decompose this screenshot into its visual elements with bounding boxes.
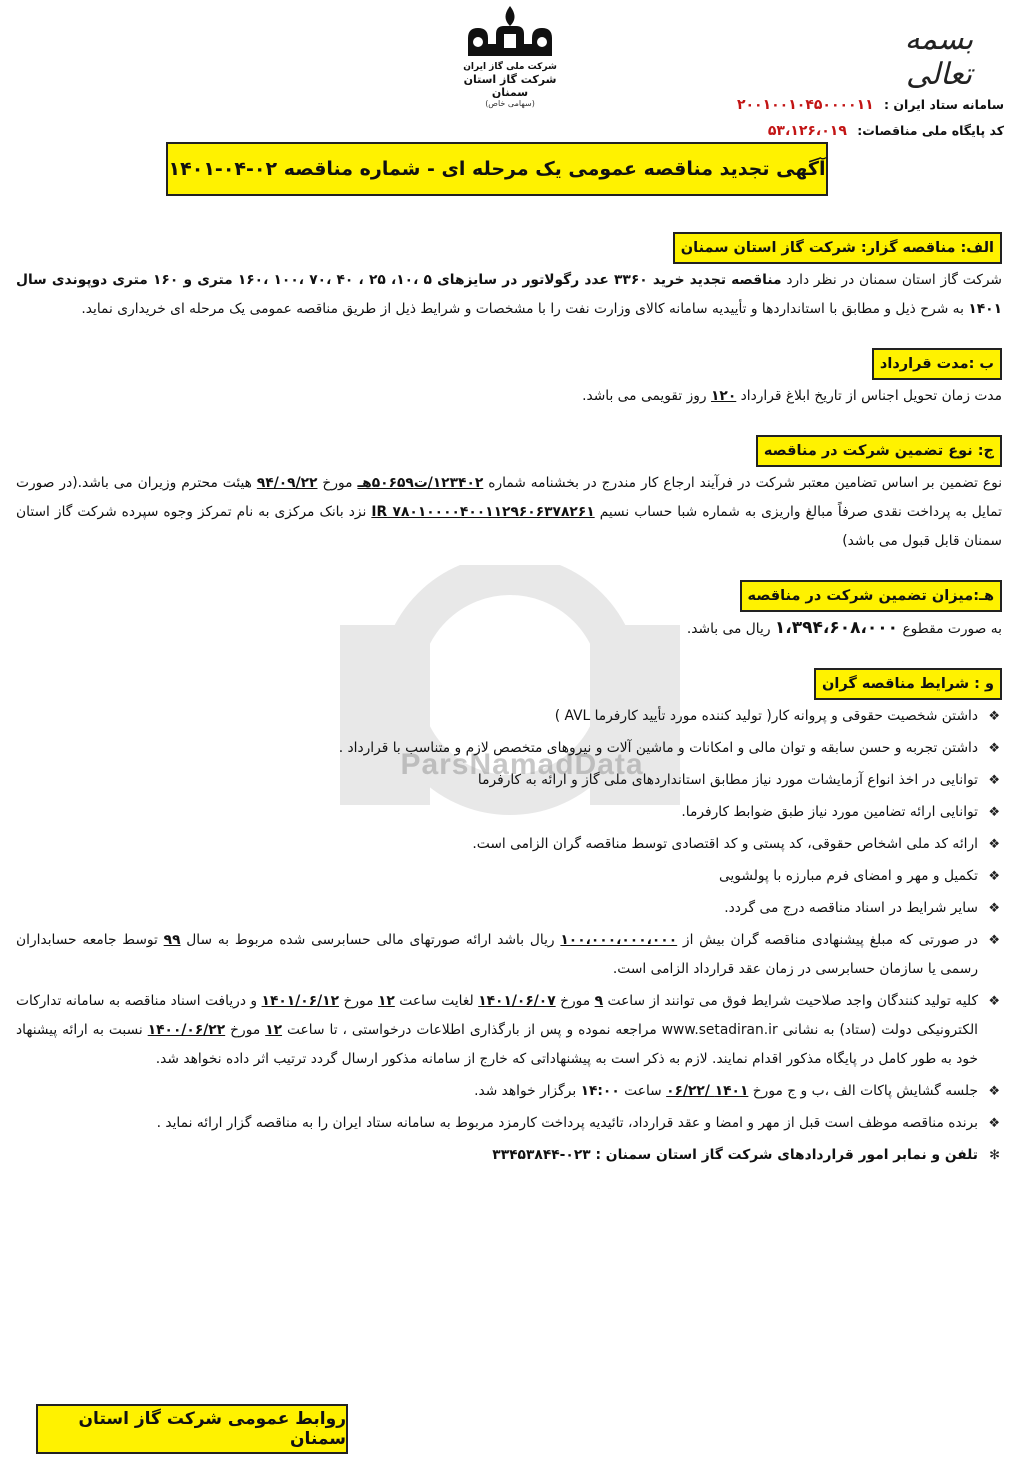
- section-b-title: ب :مدت قرارداد: [872, 348, 1002, 380]
- b8-text-1: در صورتی که مبلغ پیشنهادی مناقصه گران بیش از: [682, 932, 979, 948]
- list-item: ❖ توانایی ارائه تضامین مورد نیاز طبق ضوابط کارفرما.: [16, 798, 1002, 827]
- b10-text-2: ساعت: [624, 1083, 662, 1099]
- b9-text-6: مورخ: [230, 1022, 261, 1038]
- contract-days: ۱۲۰: [710, 388, 737, 404]
- public-relations-footer: روابط عمومی شرکت گاز استان سمنان: [36, 1404, 348, 1454]
- conditions-list: [16, 702, 1002, 1170]
- tender-codes: [737, 92, 1004, 144]
- list-item: ❖ ارائه کد ملی اشخاص حقوقی، کد پستی و کد اقتصادی توسط مناقصه گران الزامی است.: [16, 830, 1002, 859]
- start-date: ۱۴۰۱/۰۶/۰۷: [478, 993, 556, 1009]
- b9-text-4: مورخ: [343, 993, 374, 1009]
- section-c-text-3: هیئت محترم وزیران می باشد.(در صورت تمایل به پرداخت نقدی صرفاً مبالغ واریزی به شماره شبا حساب نسیم: [16, 475, 1002, 520]
- notice-content: [16, 232, 1002, 1173]
- section-c-text-4: نزد بانک مرکزی به نام تمرکز وجوه سپرده شرکت گاز استان سمنان قابل قبول می باشد): [16, 504, 1002, 549]
- section-a-text-1: شرکت گاز استان سمنان در نظر دارد: [786, 272, 1002, 288]
- b10-text-3: برگزار خواهد شد.: [474, 1083, 577, 1099]
- section-c-text-2: مورخ: [322, 475, 353, 491]
- section-h-text-2: ریال می باشد.: [686, 621, 771, 637]
- pbm-label: کد پایگاه ملی مناقصات:: [857, 123, 1004, 138]
- list-item: ❖ داشتن شخصیت حقوقی و پروانه کار( تولید کننده مورد تأیید کارفرما AVL ): [16, 702, 1002, 731]
- list-item: ❖ سایر شرایط در اسناد مناقصه درج می گردد.: [16, 894, 1002, 923]
- contact-label: تلفن و نمابر امور قراردادهای شرکت گاز استان سمنان :: [595, 1147, 978, 1163]
- section-a-text: [16, 266, 1002, 324]
- section-c-text: [16, 469, 1002, 556]
- gas-company-logo-icon: [460, 4, 560, 62]
- b8-text-2: ریال باشد ارائه صورتهای مالی حسابرسی شده مربوط به سال: [186, 932, 555, 948]
- setad-value: ۲۰۰۱۰۰۱۰۴۵۰۰۰۰۱۱: [736, 97, 874, 113]
- logo-line1: شرکت ملی گاز ایران: [463, 62, 557, 72]
- watermark-text: ParsNamadData: [400, 748, 644, 781]
- section-c-text-1: نوع تضمین بر اساس تضامین معتبر شرکت در فرآیند ارجاع کار مندرج در بخشنامه شماره: [488, 475, 1003, 491]
- b9-text-1: کلیه تولید کنندگان واجد صلاحیت شرایط فوق می توانند از ساعت: [607, 993, 979, 1009]
- list-item: [16, 1077, 1002, 1106]
- start-hour: ۹: [594, 993, 604, 1009]
- sheba-number: IR ۷۸۰۱۰۰۰۰۴۰۰۱۱۲۹۶۰۶۳۷۸۲۶۱: [371, 504, 595, 520]
- financial-threshold: ۱۰۰،۰۰۰،۰۰۰،۰۰۰: [560, 932, 678, 948]
- b9-text-3: لغایت ساعت: [399, 993, 474, 1009]
- notice-title: آگهی تجدید مناقصه عمومی یک مرحله ای - شماره مناقصه ۰۲-۰۴-۱۴۰۱: [166, 142, 828, 196]
- section-a-text-2: مناقصه تجدید خرید ۳۳۶۰ عدد رگولاتور در سایزهای ۵ ،۱۰، ۲۵ ، ۴۰ ،۷۰ ،۱۰۰ ،۱۶۰ متری و ۱۶۰ متری دوپوندی سال ۱۴۰۱: [16, 272, 1002, 317]
- submit-hour: ۱۲: [265, 1022, 283, 1038]
- pbm-code-row: [737, 118, 1004, 144]
- circular-date: ۹۴/۰۹/۲۲: [256, 475, 318, 491]
- contact-phone: ۰۲۳-۳۳۴۵۳۸۴۴: [492, 1147, 591, 1163]
- logo-line2: شرکت گاز استان سمنان: [463, 73, 557, 99]
- b9-text-5: و دریافت اسناد مناقصه به سامانه تدارکات الکترونیکی دولت (ستاد) به نشانی www.setadiran.ir مراجعه نموده و پس از بارگذاری اطلاعات درخواستی ، تا ساعت: [16, 993, 978, 1038]
- company-logo: [455, 4, 565, 109]
- list-item: [16, 987, 1002, 1074]
- opening-date: ۱۴۰۱ /۰۶/۲۲: [666, 1083, 749, 1099]
- list-item: ❖ تکمیل و مهر و امضای فرم مبارزه با پولشویی: [16, 862, 1002, 891]
- b9-text-2: مورخ: [560, 993, 591, 1009]
- section-a-title: الف: مناقصه گزار: شرکت گاز استان سمنان: [673, 232, 1002, 264]
- opening-time: ۱۴:۰۰: [580, 1083, 620, 1099]
- end-date: ۱۴۰۱/۰۶/۱۲: [261, 993, 339, 1009]
- list-item: [16, 926, 1002, 984]
- b9-text-7: نسبت به ارائه پیشنهاد خود به طور کامل در پایگاه مذکور اقدام نمایند. لازم به ذکر است به پیشنهاداتی که خارج از سامانه مذکور ارسال گردد ترتیب اثر داده نخواهد شد.: [16, 1022, 978, 1067]
- section-h-title: هـ:میزان تضمین شرکت در مناقصه: [740, 580, 1002, 612]
- guarantee-amount: ۱،۳۹۴،۶۰۸،۰۰۰: [774, 618, 899, 638]
- end-hour: ۱۲: [378, 993, 395, 1009]
- section-c-title: ج: نوع تضمین شرکت در مناقصه: [756, 435, 1002, 467]
- pbm-value: ۵۳،۱۲۶،۰۱۹: [767, 123, 847, 139]
- circular-number: ۱۲۳۴۰۲/ت۵۰۶۵۹هـ: [357, 475, 484, 491]
- section-b-text-1: مدت زمان تحویل اجناس از تاریخ ابلاغ قرارداد: [740, 388, 1002, 404]
- logo-line3: (سهامی خاص): [485, 99, 535, 108]
- setad-code-row: [737, 92, 1004, 118]
- list-item: ❖ برنده مناقصه موظف است قبل از مهر و امضا و عقد قرارداد، تائیدیه پرداخت کارمزد مربوط به سامانه ستاد ایران را به مناقصه گزار ارائه نماید .: [16, 1109, 1002, 1138]
- section-b-text-2: روز تقویمی می باشد.: [582, 388, 707, 404]
- b8-text-3: توسط جامعه حسابداران رسمی یا سازمان حسابرسی در زمان عقد قرارداد الزامی است.: [16, 932, 978, 977]
- submit-date: ۱۴۰۰/۰۶/۲۲: [147, 1022, 226, 1038]
- section-a-text-3: به شرح ذیل و مطابق با استانداردها و تأییدیه سامانه کالای وزارت نفت را با مشخصات و شرایط ذیل از طریق مناقصه عمومی یک مرحله ای خریداری نماید.: [81, 301, 964, 317]
- section-h-text-1: به صورت مقطوع: [902, 621, 1002, 637]
- setad-label: سامانه ستاد ایران :: [884, 97, 1004, 112]
- list-item: ❖ داشتن تجربه و حسن سابقه و توان مالی و امکانات و ماشین آلات و نیروهای متخصص لازم و متناسب با قرارداد .: [16, 734, 1002, 763]
- section-v-title: و : شرایط مناقصه گران: [814, 668, 1002, 700]
- audit-year: ۹۹: [163, 932, 181, 948]
- list-item: ❖ توانایی در اخذ انواع آزمایشات مورد نیاز مطابق استانداردهای ملی گاز و ارائه به کارفرما: [16, 766, 1002, 795]
- list-item: [16, 1141, 1002, 1170]
- section-h-text: [16, 614, 1002, 644]
- section-b-text: [16, 382, 1002, 411]
- bismillah: بسمه تعالی: [904, 22, 974, 92]
- b10-text-1: جلسه گشایش پاکات الف ،ب و ج مورخ: [752, 1083, 978, 1099]
